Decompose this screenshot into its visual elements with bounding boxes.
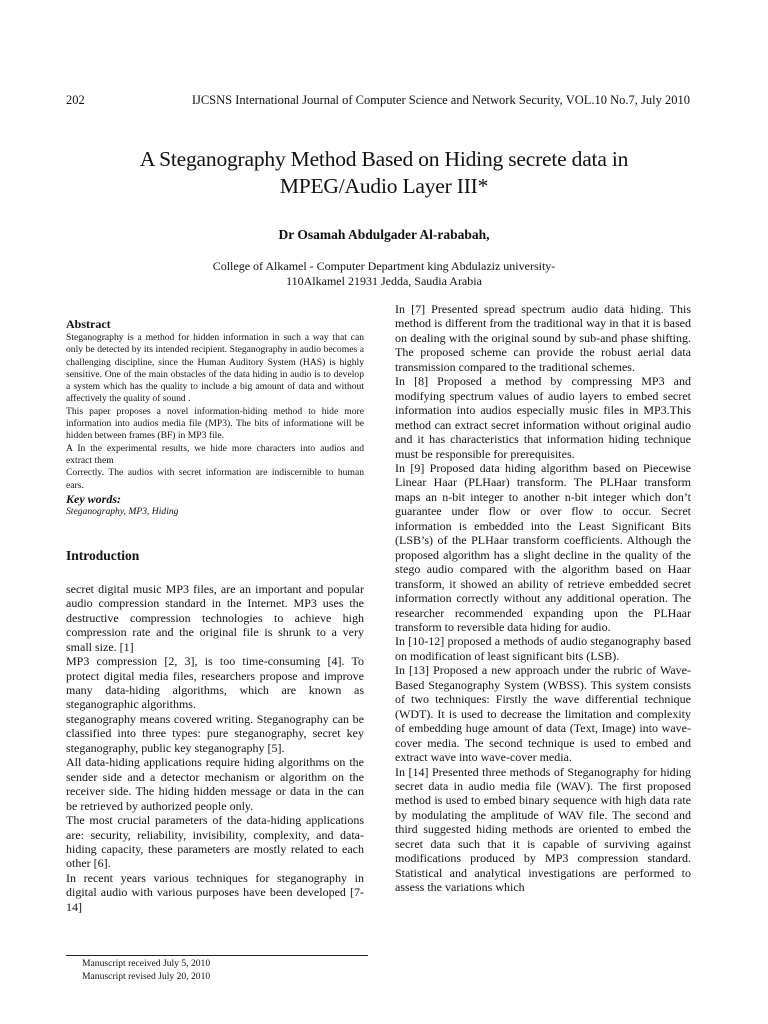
abstract-paragraph: This paper proposes a novel information-hiding method to hide more information into audios media file (MP3). The bits of informatione will be hidden between frames (BF) in MP3 file.: [66, 405, 364, 442]
title-line-2: MPEG/Audio Layer III*: [279, 174, 489, 198]
related-work-paragraph: In [13] Proposed a new approach under the rubric of Wave-Based Steganography System (WBSS). This system consists of two techniques: Firstly the wave differential technique (WDT). It is used to decrease the limitation and complexity of embedding huge amount of data (Text, Image) into wave-cover media. The second technique is used to embed and extract wave into wave-cover media.: [395, 663, 691, 765]
abstract-paragraph: Steganography is a method for hidden information in such a way that can only be detected by its intended recipient. Steganography in audio becomes a challenging discipline, since the Human Auditory System (HAS) is highly sensitive. One of the main obstacles of the data hiding in audio is to develop a system which has the quality to include a big amount of data and without affectively the quality of sound .: [66, 332, 364, 405]
related-work-paragraph: In [10-12] proposed a methods of audio steganography based on modification of least significant bits (LSB).: [395, 634, 691, 663]
abstract-body: [66, 332, 364, 492]
abstract-paragraph: A In the experimental results, we hide more characters into audios and extract them: [66, 442, 364, 466]
paper-title: [0, 146, 768, 200]
intro-paragraph: The most crucial parameters of the data-hiding applications are: security, reliability, invisibility, complexity, and data-hiding capacity, these parameters are mostly related to each other [6].: [66, 813, 364, 871]
introduction-body: [66, 582, 364, 914]
intro-paragraph: MP3 compression [2, 3], is too time-consuming [4]. To protect digital media files, researchers propose and improve many data-hiding algorithms, which are known as steganographic algorithms.: [66, 654, 364, 712]
keywords-heading: Key words:: [66, 491, 121, 506]
affiliation-line-2: 110Alkamel 21931 Jedda, Saudia Arabia: [286, 273, 482, 288]
introduction-heading: Introduction: [66, 547, 140, 563]
footnote-divider: [66, 955, 368, 956]
journal-citation: IJCSNS International Journal of Computer Science and Network Security, VOL.10 No.7, July 2010: [191, 93, 690, 107]
intro-paragraph: steganography means covered writing. Steganography can be classified into three types: pure steganography, secret key steganography, public key steganography [5].: [66, 711, 364, 755]
manuscript-revised: Manuscript revised July 20, 2010: [82, 970, 211, 982]
author-affiliation: [0, 259, 768, 288]
abstract-heading: Abstract: [66, 317, 111, 331]
keywords-list: Steganography, MP3, Hiding: [66, 505, 179, 517]
related-work-paragraph: In [8] Proposed a method by compressing MP3 and modifying spectrum values of audio layers to embed secret information into audios especially music files in MP3.This method can extract secret information without original audio and it has characteristics that information hiding technique must be responsible for prerequisites.: [395, 374, 691, 461]
page-number: 202: [66, 93, 85, 107]
intro-paragraph: All data-hiding applications require hiding algorithms on the sender side and a detector mechanism or algorithm on the receiver side. The hiding hidden message or data in the can be retrieved by authorized people only.: [66, 755, 364, 813]
left-column: [66, 317, 364, 914]
related-work-paragraph: In [14] Presented three methods of Steganography for hiding secret data in audio media file (WAV). The first proposed method is used to embed binary sequence with high data rate by modulating the amplitude of WAV file. The second and third suggested hiding methods are oriented to embed the secret data such that it is capable of surviving against modifications produced by MP3 compression standard. Statistical and analytical investigations are performed to assess the variations which: [395, 764, 691, 895]
author-name: Dr Osamah Abdulgader Al-rababah,: [278, 227, 490, 242]
affiliation-line-1: College of Alkamel - Computer Department king Abdulaziz university-: [212, 259, 556, 273]
title-line-1: A Steganography Method Based on Hiding secrete data in: [139, 147, 629, 171]
related-work-paragraph: In [7] Presented spread spectrum audio data hiding. This method is different from the traditional way in that it is based on dealing with the original sound by sub-and phase shifting. The proposed scheme can provide the robust aerial data transmission compared to the traditional schemes.: [395, 302, 691, 374]
intro-paragraph: secret digital music MP3 files, are an important and popular audio compression standard in the Internet. MP3 uses the destructive compression technologies to achieve high compression rate and the original file is shrunk to a very small size. [1]: [66, 581, 364, 654]
manuscript-received: Manuscript received July 5, 2010: [82, 958, 211, 969]
right-column: [395, 302, 691, 895]
footnotes: [82, 958, 210, 983]
abstract-paragraph: Correctly. The audios with secret information are indiscernible to human ears.: [66, 467, 364, 491]
related-work-paragraph: In [9] Proposed data hiding algorithm based on Piecewise Linear Haar (PLHaar) transform. The PLHaar transform maps an n-bit integer to another n-bit integer which don’t guarantee under flow or over flow to occur. Secret information is embedded into the Least Significant Bits (LSB’s) of the PLHaar transform coefficients. Although the proposed algorithm has a slight decline in the quality of the stego audio compared with the algorithm based on Haar transform, it showed an ability of retrieve embedded secret information correctly without any additional operation. The researcher recommended expanding upon the PLHaar transform to reversible data hiding for audio.: [395, 460, 691, 634]
intro-paragraph: In recent years various techniques for steganography in digital audio with various purposes have been developed [7-14]: [66, 870, 364, 914]
